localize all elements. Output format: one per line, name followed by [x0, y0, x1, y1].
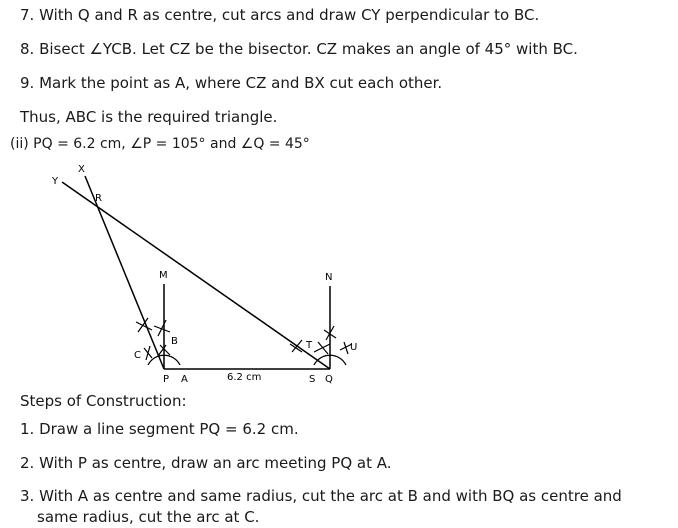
label-length: 6.2 cm: [227, 372, 262, 383]
label-u: U: [350, 342, 358, 353]
arc-mark-c: [144, 346, 152, 360]
label-y: Y: [52, 176, 59, 187]
line-px: [85, 176, 164, 369]
label-x: X: [78, 164, 85, 175]
label-t: T: [306, 340, 313, 351]
step-7-text: 7. With Q and R as centre, cut arcs and draw CY perpendicular to BC.: [20, 6, 540, 24]
part-ii-heading: (ii) PQ = 6.2 cm, ∠P = 105° and ∠Q = 45°: [10, 136, 310, 152]
label-m: M: [159, 270, 168, 281]
label-p: P: [163, 374, 170, 385]
line-qy: [62, 182, 333, 369]
arc-mark-p2: [154, 320, 170, 336]
step-2-text: 2. With P as centre, draw an arc meeting PQ at A.: [20, 454, 392, 472]
label-n: N: [325, 272, 333, 283]
label-s: S: [309, 374, 316, 385]
label-a: A: [181, 374, 188, 385]
arc-mark-t: [314, 342, 330, 354]
step-8-text: 8. Bisect ∠YCB. Let CZ be the bisector. CZ makes an angle of 45° with BC.: [20, 40, 578, 58]
construction-figure: [40, 160, 370, 388]
step-3-text-line2: same radius, cut the arc at C.: [37, 508, 260, 526]
label-c: C: [134, 350, 141, 361]
label-q: Q: [325, 374, 333, 385]
conclusion-text: Thus, ABC is the required triangle.: [20, 108, 278, 126]
step-3-text-line1: 3. With A as centre and same radius, cut the arc at B and with BQ as centre and: [20, 487, 622, 505]
step-9-text: 9. Mark the point as A, where CZ and BX cut each other.: [20, 74, 443, 92]
step-1-text: 1. Draw a line segment PQ = 6.2 cm.: [20, 420, 299, 438]
label-b: B: [171, 336, 178, 347]
steps-heading: Steps of Construction:: [20, 392, 187, 410]
label-r: R: [95, 193, 102, 204]
